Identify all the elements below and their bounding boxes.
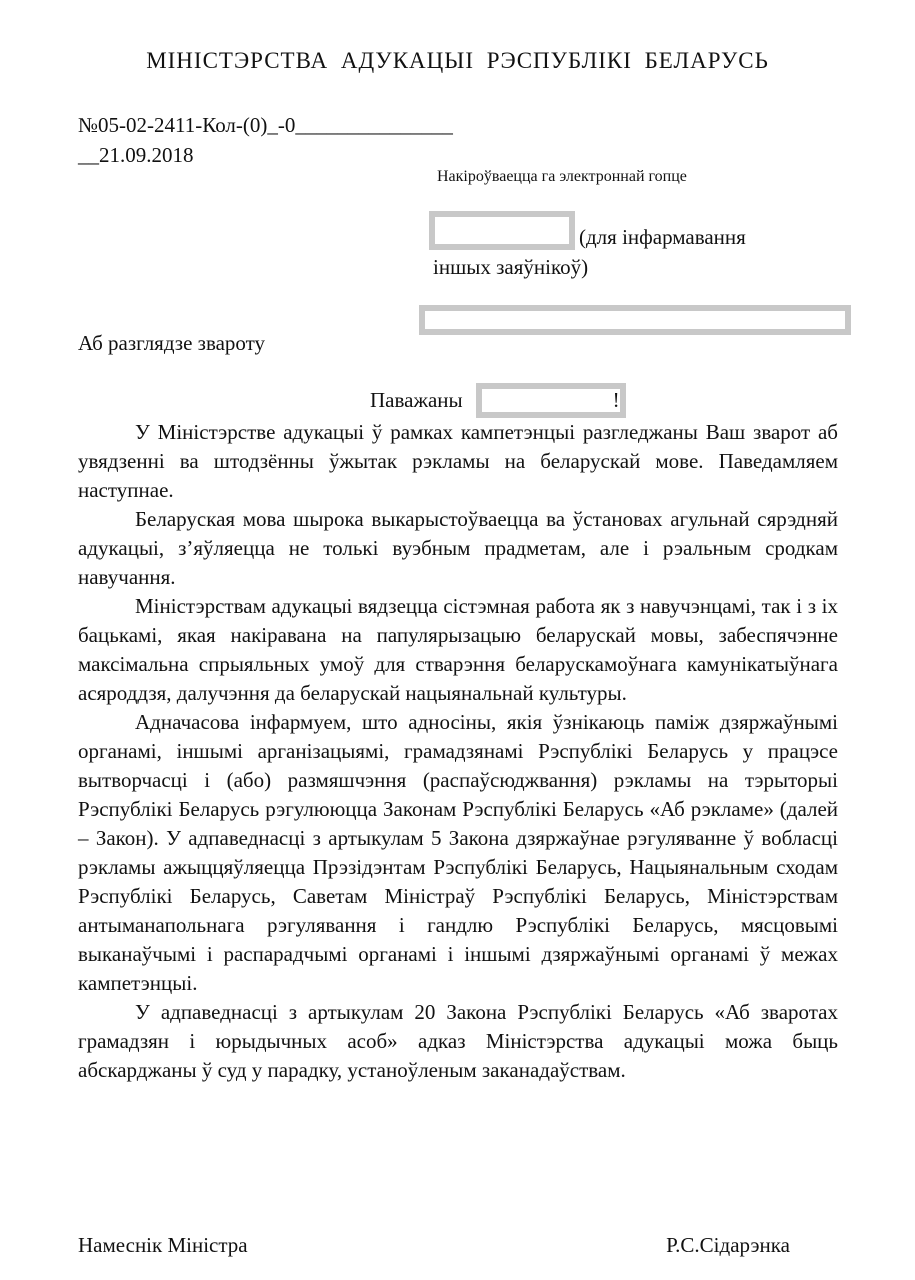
recipient-note (433, 222, 746, 282)
body-paragraph-1: У Міністэрстве адукацыі ў рамках кампетэнцыі разгледжаны Ваш зварот аб увядзенні ва штодзённы ўжытак рэкламы на беларускай мове. Паведамляем наступнае. (78, 420, 838, 502)
signature-block (78, 1233, 790, 1258)
signatory-position: Намеснік Міністра (78, 1233, 248, 1257)
document-number: №05-02-2411-Кол-(0)_-0_______________ (78, 113, 453, 137)
ministry-header: МІНІСТЭРСТВА АДУКАЦЫІ РЭСПУБЛІКІ БЕЛАРУСЬ (146, 48, 769, 73)
redacted-recipient-address (419, 305, 851, 335)
body-paragraph-5: У адпаведнасці з артыкулам 20 Закона Рэспублікі Беларусь «Аб зваротах грамадзян і юрыдычных асоб» адказ Міністэрства адукацыі можа быць абскарджаны ў суд у парадку, устаноўленым заканадаўствам. (78, 1000, 838, 1082)
document-reference (78, 110, 453, 170)
delivery-note: Накіроўваецца га электроннай гопце (437, 168, 687, 185)
recipient-note-line-2: іншых заяўнікоў) (433, 255, 589, 279)
letter-body (78, 418, 838, 1085)
body-paragraph-3: Міністэрствам адукацыі вядзецца сістэмная работа як з навучэнцамі, так і з іх бацькамі, якая накіравана на папулярызацыю беларускай мовы, забеспячэнне максімальна спрыяльных умоў для стварэння беларускамоўнага камунікатыўнага асяроддзя, далучэння да беларускай нацыянальнай культуры. (78, 594, 838, 705)
recipient-note-line-1: (для інфармавання (579, 225, 746, 249)
greeting (370, 388, 620, 413)
document-date: __21.09.2018 (78, 143, 194, 167)
greeting-prefix: Паважаны (370, 388, 463, 412)
body-paragraph-4: Адначасова інфармуем, што адносіны, якія ўзнікаюць паміж дзяржаўнымі органамі, іншымі арганізацыямі, грамадзянамі Рэспублікі Беларусь у працэсе вытворчасці і (або) размяшчэння (распаўсюджвання) рэкламы на тэрыторыі Рэспублікі Беларусь рэгулююцца Законам Рэспублікі Беларусь «Аб рэкламе» (далей – Закон). У адпаведнасці з артыкулам 5 Закона дзяржаўнае рэгуляванне ў вобласці рэкламы ажыццяўляецца Прэзідэнтам Рэспублікі Беларусь, Нацыянальным сходам Рэспублікі Беларусь, Саветам Міністраў Рэспублікі Беларусь, Міністэрствам антыманапольнага рэгулявання і гандлю Рэспублікі Беларусь, мясцовымі выканаўчымі і распарадчымі органамі і іншымі дзяржаўнымі органамі ў межах кампетэнцыі. (78, 710, 838, 995)
greeting-suffix: ! (612, 388, 620, 412)
letter-subject: Аб разглядзе звароту (78, 331, 266, 355)
signatory-name: Р.С.Сідарэнка (666, 1233, 790, 1257)
body-paragraph-2: Беларуская мова шырока выкарыстоўваецца ва ўстановах агульнай сярэдняй адукацыі, з’яўляецца не толькі вуэбным прадметам, але і рэальным сродкам навучання. (78, 507, 838, 589)
